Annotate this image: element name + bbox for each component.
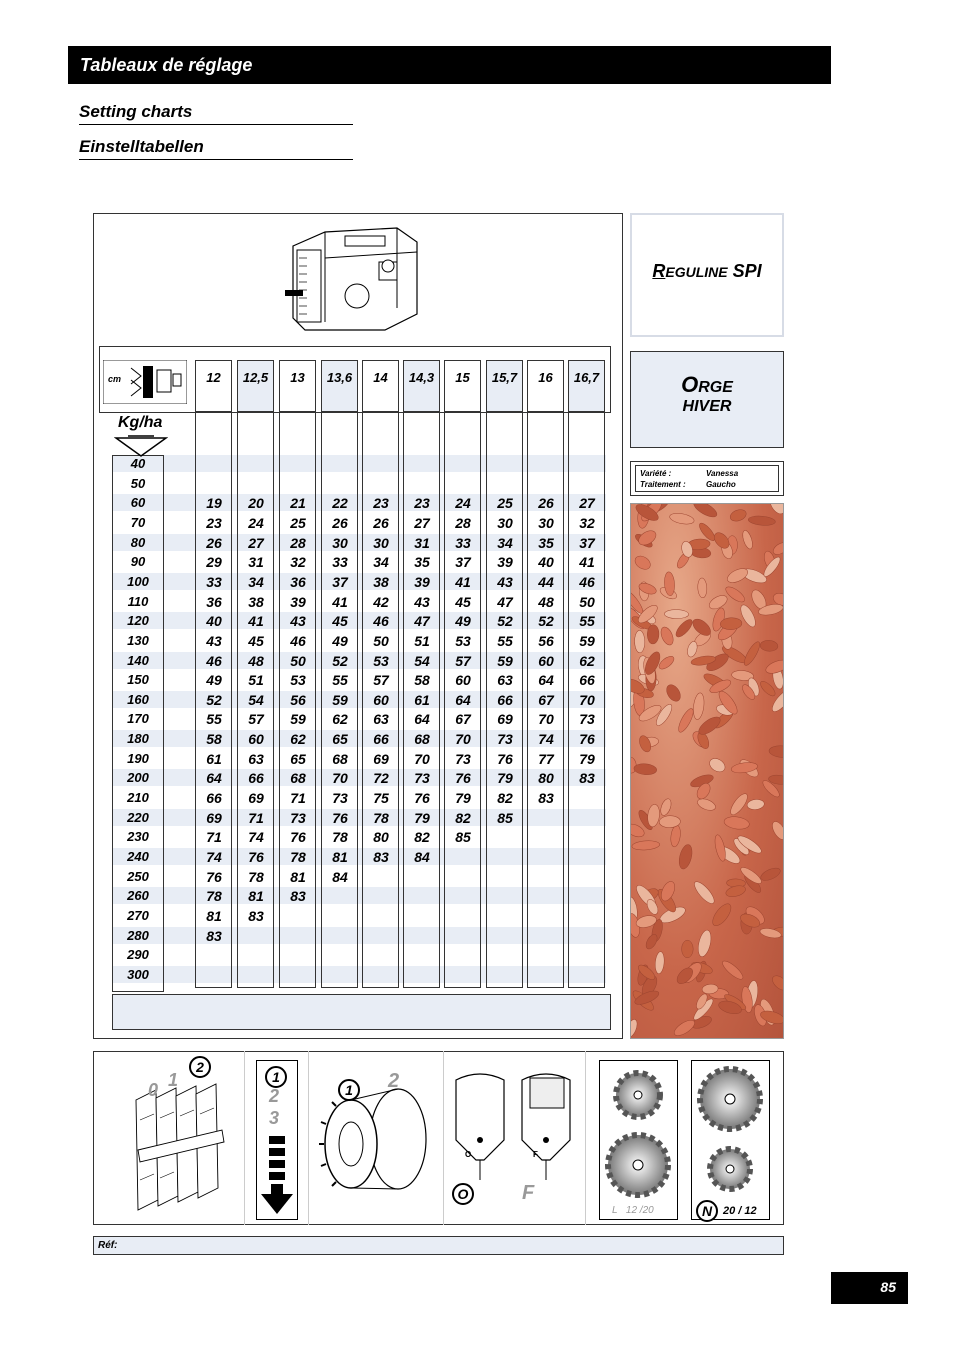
large-small-gear-icon <box>692 1061 771 1201</box>
page-title: Tableaux de réglage <box>68 46 831 84</box>
table-cell: 66 <box>373 731 389 748</box>
column-header-cell <box>195 360 232 412</box>
kg-ha-value: 300 <box>127 966 149 982</box>
table-cell: 52 <box>206 691 222 708</box>
kg-ha-value: 250 <box>127 868 149 884</box>
table-cell: 60 <box>248 731 264 748</box>
table-cell: 64 <box>455 691 471 708</box>
table-cell: 71 <box>290 790 306 807</box>
table-cell: 26 <box>332 514 348 531</box>
table-cell: 74 <box>248 829 264 846</box>
table-cell: 55 <box>332 672 348 689</box>
kg-ha-value: 260 <box>127 888 149 904</box>
table-cell: 76 <box>290 829 306 846</box>
table-cell: 56 <box>538 632 554 649</box>
table-cell: 30 <box>497 514 513 531</box>
column-header: 14 <box>373 370 388 385</box>
crop-name-box <box>630 351 784 448</box>
page-number: 85 <box>831 1272 908 1304</box>
normal-gear-marker: N <box>696 1200 718 1222</box>
product-name: REGULINE SPI <box>652 261 762 281</box>
table-cell: 81 <box>206 907 222 924</box>
table-cell: 80 <box>538 770 554 787</box>
position-2-marker: 2 <box>189 1056 211 1078</box>
table-cell: 19 <box>206 495 222 512</box>
table-cell: 33 <box>332 554 348 571</box>
table-cell: 48 <box>248 652 264 669</box>
table-cell: 38 <box>248 593 264 610</box>
shutter-flaps-illustration <box>450 1070 580 1180</box>
table-cell: 67 <box>455 711 471 728</box>
table-cell: 27 <box>248 534 264 551</box>
table-cell: 61 <box>206 750 222 767</box>
table-cell: 52 <box>538 613 554 630</box>
table-cell: 77 <box>538 750 554 767</box>
table-cell: 41 <box>248 613 264 630</box>
table-cell: 50 <box>290 652 306 669</box>
table-cell: 27 <box>579 495 595 512</box>
table-cell: 73 <box>290 809 306 826</box>
table-cell: 70 <box>538 711 554 728</box>
table-cell: 56 <box>290 691 306 708</box>
treatment-value: Gaucho <box>706 480 736 489</box>
column-header: 13,6 <box>326 370 353 385</box>
table-cell: 80 <box>373 829 389 846</box>
column-header: 16 <box>538 370 553 385</box>
table-cell: 47 <box>414 613 430 630</box>
column-header-cell <box>568 360 605 412</box>
table-cell: 83 <box>373 849 389 865</box>
table-cell: 43 <box>414 593 430 610</box>
column-header-cell <box>279 360 316 412</box>
subtitle-english: Setting charts <box>79 102 353 125</box>
table-cell: 43 <box>497 573 513 590</box>
column-header: 15,7 <box>491 370 518 385</box>
table-cell: 52 <box>332 652 348 669</box>
table-cell: 85 <box>455 829 471 846</box>
table-cell: 81 <box>290 868 306 885</box>
stage-1-marker: 1 <box>265 1066 287 1088</box>
table-cell: 83 <box>579 770 595 787</box>
table-cell: 67 <box>538 691 554 708</box>
kg-ha-value: 220 <box>127 809 149 825</box>
table-cell: 30 <box>373 534 389 551</box>
table-cell: 66 <box>497 691 513 708</box>
table-cell: 43 <box>206 632 222 649</box>
table-cell: 78 <box>373 809 389 826</box>
table-cell: 78 <box>248 868 264 885</box>
closed-position-label: F <box>522 1182 535 1204</box>
arrow-down-icon <box>114 434 168 458</box>
table-cell: 84 <box>332 868 348 885</box>
table-cell: 76 <box>248 849 264 865</box>
kg-ha-value: 60 <box>130 495 146 511</box>
bar-arrow-down-icon <box>258 1134 296 1216</box>
table-cell: 49 <box>206 672 222 689</box>
table-cell: 29 <box>206 554 222 571</box>
table-cell: 70 <box>455 731 471 748</box>
column-header-cell <box>403 360 440 412</box>
open-small-label: O <box>465 1150 472 1159</box>
gear-set-normal <box>691 1060 770 1220</box>
table-cell: 37 <box>455 554 471 571</box>
kg-ha-value: 270 <box>127 907 149 923</box>
table-cell: 35 <box>414 554 430 571</box>
table-cell: 55 <box>497 632 513 649</box>
table-cell: 48 <box>538 593 554 610</box>
table-cell: 65 <box>290 750 306 767</box>
table-cell: 43 <box>290 613 306 630</box>
table-cell: 63 <box>497 672 513 689</box>
table-cell: 69 <box>497 711 513 728</box>
table-cell: 45 <box>455 593 471 610</box>
table-cell: 78 <box>206 888 222 905</box>
kg-ha-value: 240 <box>127 849 149 864</box>
column-header: 15 <box>455 370 470 385</box>
kg-ha-value: 180 <box>127 731 149 747</box>
kg-ha-value: 290 <box>127 947 149 963</box>
table-cell: 20 <box>248 495 264 512</box>
table-cell: 51 <box>414 632 430 649</box>
table-cell: 26 <box>538 495 554 512</box>
table-cell: 79 <box>579 750 595 767</box>
table-cell: 66 <box>206 790 222 807</box>
variety-box <box>630 461 784 496</box>
table-cell: 82 <box>497 790 513 807</box>
kg-ha-value: 110 <box>127 593 149 609</box>
table-cell: 79 <box>455 790 471 807</box>
treatment-label: Traitement : <box>640 480 686 489</box>
table-cell: 83 <box>206 927 222 944</box>
kg-ha-value: 230 <box>127 829 149 845</box>
table-cell: 50 <box>373 632 389 649</box>
table-cell: 79 <box>414 809 430 826</box>
table-cell: 75 <box>373 790 389 807</box>
position-0-label: 0 <box>148 1080 159 1100</box>
table-cell: 85 <box>497 809 513 826</box>
table-cell: 53 <box>290 672 306 689</box>
table-cell: 76 <box>455 770 471 787</box>
feed-rollers-illustration <box>126 1080 238 1220</box>
table-cell: 68 <box>414 731 430 748</box>
table-cell: 36 <box>206 593 222 610</box>
table-cell: 23 <box>414 495 430 512</box>
column-header: 14,3 <box>408 370 435 385</box>
table-cell: 53 <box>373 652 389 669</box>
table-cell: 39 <box>290 593 306 610</box>
table-cell: 64 <box>538 672 554 689</box>
table-cell: 69 <box>206 809 222 826</box>
table-cell: 31 <box>414 534 430 551</box>
table-cell: 70 <box>579 691 595 708</box>
unit-label: cm <box>108 374 122 384</box>
table-cell: 69 <box>248 790 264 807</box>
table-cell: 38 <box>373 573 389 590</box>
table-cell: 73 <box>579 711 595 728</box>
table-cell: 82 <box>455 809 471 826</box>
table-cell: 27 <box>414 514 430 531</box>
table-cell: 44 <box>538 573 554 590</box>
table-cell: 54 <box>414 652 430 669</box>
table-cell: 28 <box>290 534 306 551</box>
table-cell: 64 <box>206 770 222 787</box>
stage-3-label: 3 <box>269 1108 280 1128</box>
column-header-cell <box>444 360 481 412</box>
table-cell: 52 <box>497 613 513 630</box>
table-cell: 50 <box>579 593 595 610</box>
table-cell: 64 <box>414 711 430 728</box>
kg-ha-value: 90 <box>130 554 146 570</box>
table-cell: 57 <box>455 652 471 669</box>
open-position-marker: O <box>452 1183 474 1205</box>
table-cell: 70 <box>332 770 348 787</box>
table-cell: 76 <box>579 731 595 748</box>
table-cell: 68 <box>332 750 348 767</box>
table-cell: 45 <box>248 632 264 649</box>
table-cell: 55 <box>579 613 595 630</box>
gear-set-low <box>599 1060 678 1220</box>
table-cell: 59 <box>290 711 306 728</box>
kg-ha-value: 150 <box>127 672 149 688</box>
table-footer-band <box>112 994 611 1030</box>
table-cell: 34 <box>248 573 264 590</box>
table-cell: 57 <box>248 711 264 728</box>
kg-ha-value: 280 <box>127 927 149 943</box>
table-cell: 28 <box>455 514 471 531</box>
table-cell: 46 <box>373 613 389 630</box>
kg-ha-value: 200 <box>127 770 149 786</box>
table-cell: 30 <box>332 534 348 551</box>
column-header: 16,7 <box>573 370 600 385</box>
metering-box-illustration <box>285 218 425 338</box>
column-header-cell <box>486 360 523 412</box>
table-cell: 74 <box>206 849 222 865</box>
table-cell: 22 <box>332 495 348 512</box>
table-cell: 73 <box>455 750 471 767</box>
table-cell: 57 <box>373 672 389 689</box>
table-cell: 69 <box>373 750 389 767</box>
table-cell: 37 <box>579 534 595 551</box>
table-cell: 62 <box>579 652 595 669</box>
table-cell: 74 <box>538 731 554 748</box>
barley-seeds-photo <box>630 503 784 1039</box>
roller-2-label: 2 <box>388 1070 400 1092</box>
table-cell: 81 <box>332 849 348 865</box>
table-cell: 41 <box>579 554 595 571</box>
table-cell: 40 <box>206 613 222 630</box>
table-cell: 60 <box>373 691 389 708</box>
column-header-cell <box>321 360 358 412</box>
table-cell: 66 <box>248 770 264 787</box>
table-cell: 36 <box>290 573 306 590</box>
table-cell: 79 <box>497 770 513 787</box>
table-cell: 32 <box>290 554 306 571</box>
table-cell: 40 <box>538 554 554 571</box>
table-cell: 31 <box>248 554 264 571</box>
table-cell: 47 <box>497 593 513 610</box>
column-header: 13 <box>290 370 305 385</box>
table-cell: 73 <box>497 731 513 748</box>
table-cell: 35 <box>538 534 554 551</box>
kg-ha-value: 210 <box>127 790 149 806</box>
table-cell: 59 <box>579 632 595 649</box>
crop-subtype: HIVER <box>682 398 732 415</box>
table-cell: 51 <box>248 672 264 689</box>
table-cell: 41 <box>455 573 471 590</box>
table-cell: 46 <box>206 652 222 669</box>
roller-1-marker: 1 <box>338 1079 360 1101</box>
column-header-cell <box>237 360 274 412</box>
table-cell: 33 <box>206 573 222 590</box>
reference-field: Réf: <box>93 1236 784 1255</box>
gear-low-label: L 12 /20 <box>612 1205 654 1216</box>
table-cell: 62 <box>332 711 348 728</box>
crop-name: ORGE <box>681 372 733 397</box>
table-cell: 71 <box>248 809 264 826</box>
kg-ha-value: 140 <box>127 652 149 668</box>
kg-ha-value: 80 <box>130 534 146 550</box>
table-cell: 42 <box>373 593 389 610</box>
kg-ha-value: 70 <box>130 514 146 530</box>
table-cell: 34 <box>373 554 389 571</box>
table-cell: 49 <box>455 613 471 630</box>
table-cell: 73 <box>332 790 348 807</box>
table-cell: 33 <box>455 534 471 551</box>
table-cell: 61 <box>414 691 430 708</box>
kg-ha-value: 170 <box>127 711 149 727</box>
table-cell: 60 <box>538 652 554 669</box>
table-cell: 70 <box>414 750 430 767</box>
table-cell: 81 <box>248 888 264 905</box>
table-cell: 45 <box>332 613 348 630</box>
unit-header-cell <box>103 360 187 404</box>
table-cell: 62 <box>290 731 306 748</box>
kg-ha-value: 160 <box>127 691 149 707</box>
table-cell: 23 <box>206 514 222 531</box>
column-header: 12 <box>206 370 221 385</box>
kg-ha-value: 50 <box>130 475 146 491</box>
table-cell: 78 <box>290 849 306 865</box>
table-cell: 26 <box>206 534 222 551</box>
table-cell: 78 <box>332 829 348 846</box>
table-cell: 54 <box>248 691 264 708</box>
position-1-label: 1 <box>168 1070 179 1090</box>
table-cell: 32 <box>579 514 595 531</box>
table-cell: 21 <box>290 495 306 512</box>
table-cell: 46 <box>579 573 595 590</box>
table-cell: 63 <box>248 750 264 767</box>
table-cell: 83 <box>538 790 554 807</box>
table-cell: 23 <box>373 495 389 512</box>
subtitle-german: Einstelltabellen <box>79 137 353 160</box>
table-cell: 65 <box>332 731 348 748</box>
table-cell: 82 <box>414 829 430 846</box>
table-cell: 76 <box>332 809 348 826</box>
column-header: 12,5 <box>242 370 269 385</box>
closed-small-label: F <box>533 1150 538 1159</box>
table-cell: 55 <box>206 711 222 728</box>
table-cell: 83 <box>248 907 264 924</box>
table-cell: 76 <box>206 868 222 885</box>
table-cell: 34 <box>497 534 513 551</box>
table-cell: 41 <box>332 593 348 610</box>
stage-2-label: 2 <box>269 1086 280 1106</box>
table-cell: 26 <box>373 514 389 531</box>
table-cell: 59 <box>497 652 513 669</box>
table-cell: 46 <box>290 632 306 649</box>
table-cell: 24 <box>248 514 264 531</box>
kg-ha-value: 100 <box>127 573 149 589</box>
rate-label: Kg/ha <box>118 414 163 431</box>
table-cell: 58 <box>414 672 430 689</box>
variety-value: Vanessa <box>706 469 739 478</box>
table-cell: 72 <box>373 770 389 787</box>
table-cell: 71 <box>206 829 222 846</box>
column-header-cell <box>362 360 399 412</box>
table-cell: 84 <box>414 849 430 865</box>
table-cell: 49 <box>332 632 348 649</box>
kg-ha-value: 40 <box>130 456 146 471</box>
seed-roller-illustration <box>316 1084 436 1194</box>
table-cell: 58 <box>206 731 222 748</box>
table-cell: 83 <box>290 888 306 905</box>
table-cell: 76 <box>414 790 430 807</box>
table-cell: 59 <box>332 691 348 708</box>
gear-normal-ratio: 20 / 12 <box>723 1205 757 1217</box>
table-cell: 37 <box>332 573 348 590</box>
table-cell: 25 <box>290 514 306 531</box>
table-cell: 24 <box>455 495 471 512</box>
table-cell: 68 <box>290 770 306 787</box>
kg-ha-value: 130 <box>127 632 149 648</box>
table-cell: 25 <box>497 495 513 512</box>
table-cell: 63 <box>373 711 389 728</box>
table-cell: 76 <box>497 750 513 767</box>
column-header-cell <box>527 360 564 412</box>
kg-ha-value: 120 <box>127 613 149 629</box>
table-cell: 39 <box>414 573 430 590</box>
product-name-box <box>630 213 784 337</box>
table-cell: 30 <box>538 514 554 531</box>
table-cell: 60 <box>455 672 471 689</box>
table-cell: 39 <box>497 554 513 571</box>
table-cell: 66 <box>579 672 595 689</box>
variety-label: Variété : <box>640 469 672 478</box>
kg-ha-value: 190 <box>127 750 149 766</box>
table-cell: 73 <box>414 770 430 787</box>
table-cell: 53 <box>455 632 471 649</box>
small-large-gear-icon <box>600 1061 679 1201</box>
